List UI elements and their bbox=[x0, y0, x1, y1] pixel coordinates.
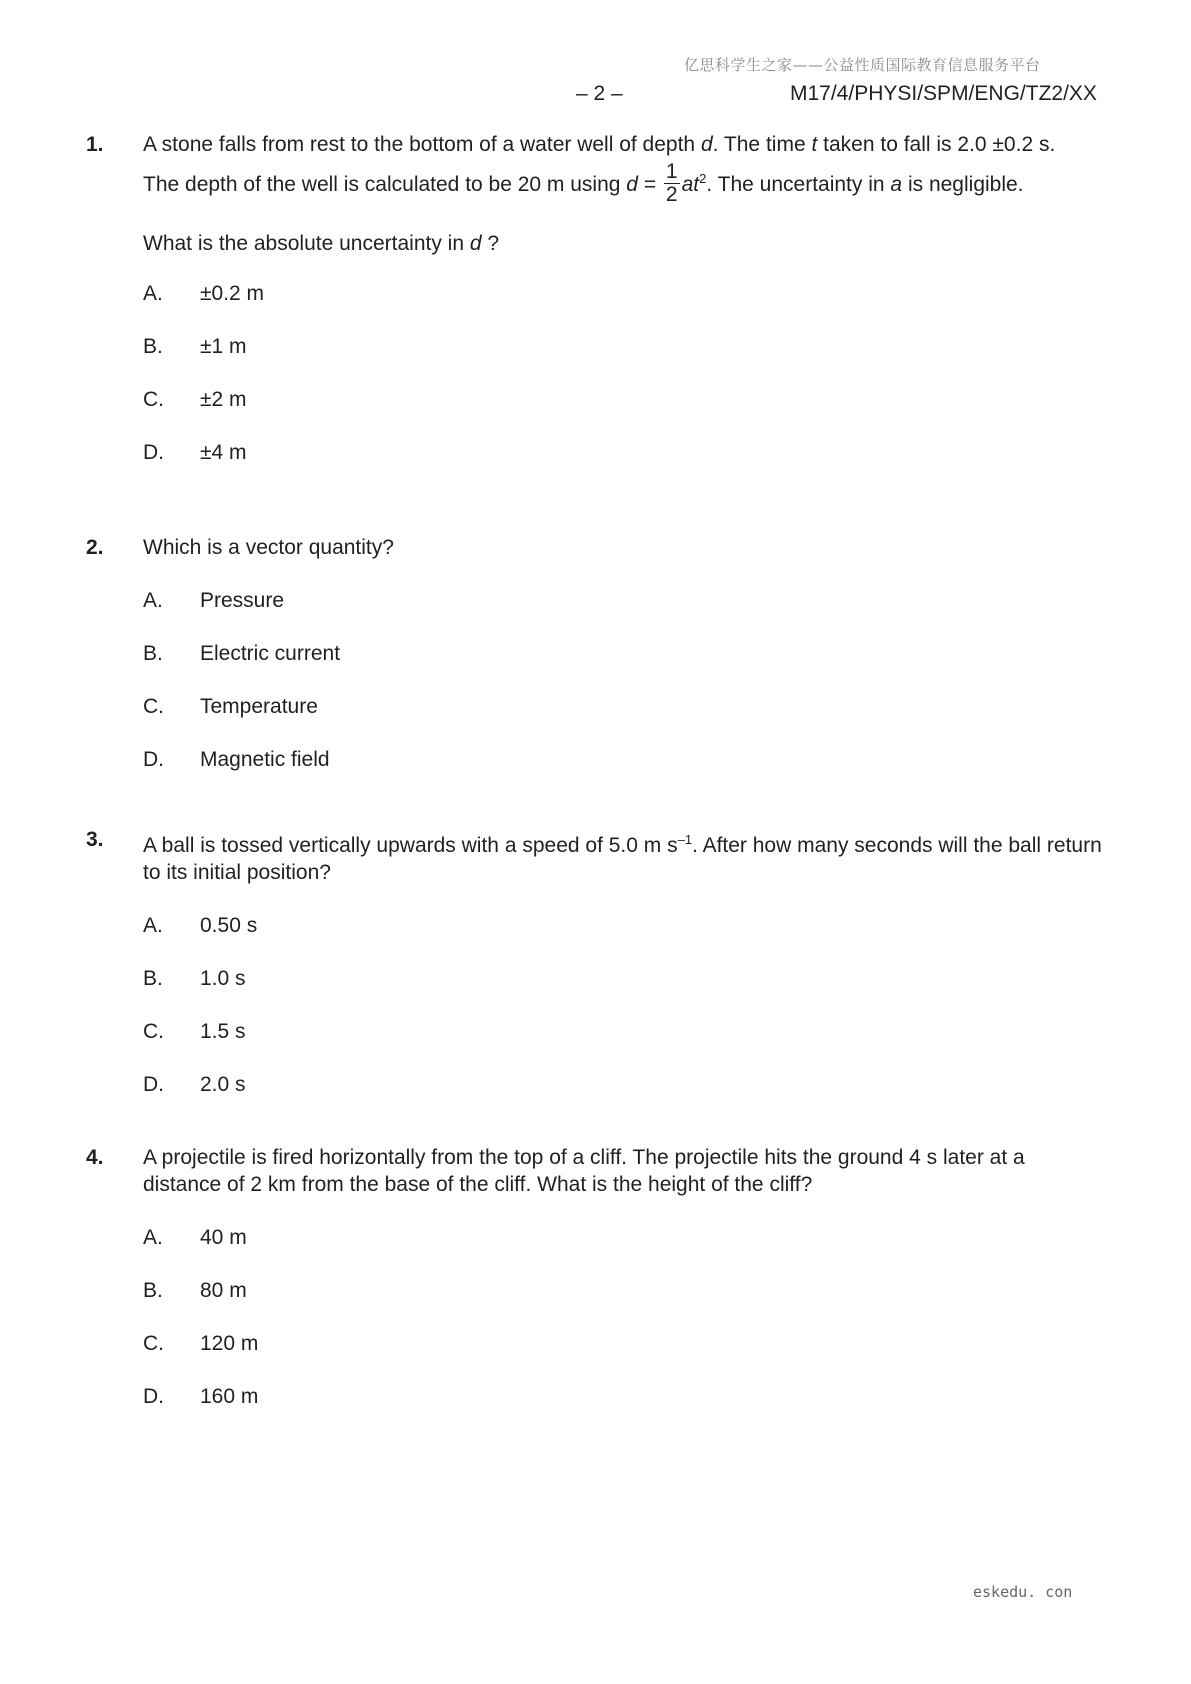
question-stem: A projectile is fired horizontally from the top of a cliff. The projectile hits the ground 4 s later at a distance of 2 km from the base of the cliff. What is the height of the cliff? bbox=[143, 1146, 1025, 1196]
question-number: 3. bbox=[86, 828, 104, 851]
option-list bbox=[143, 587, 1108, 773]
option-list bbox=[143, 1224, 1108, 1410]
question-number: 4. bbox=[86, 1146, 104, 1169]
option-c[interactable]: C. ±2 m bbox=[143, 388, 247, 411]
question-stem: A ball is tossed vertically upwards with a speed of 5.0 m $s^{-1}$. After how many seconds will the ball return to its initial position? bbox=[143, 832, 1102, 884]
option-b[interactable]: B. 1.0 s bbox=[143, 967, 246, 990]
question-stem: A stone falls from rest to the bottom of a water well of depth d. The time t taken to fall is 2.0 ±0.2 s. bbox=[143, 133, 1056, 156]
question-stem: Which is a vector quantity? bbox=[143, 536, 394, 559]
footer-site-mark: eskedu. con bbox=[973, 1583, 1073, 1601]
option-a[interactable]: A. Pressure bbox=[143, 589, 285, 612]
paper-code: M17/4/PHYSI/SPM/ENG/TZ2/XX bbox=[790, 82, 1097, 105]
question-number: 1. bbox=[86, 133, 104, 156]
option-d[interactable]: D. 2.0 s bbox=[143, 1073, 246, 1096]
fraction: $\frac{1}{2}$ bbox=[665, 160, 678, 206]
option-c[interactable]: C. 120 m bbox=[143, 1332, 259, 1355]
option-a[interactable]: A. 40 m bbox=[143, 1226, 247, 1249]
option-a[interactable]: A. ±0.2 m bbox=[143, 282, 265, 305]
question-4 bbox=[86, 1144, 1116, 1436]
option-b[interactable]: B. ±1 m bbox=[143, 335, 247, 358]
option-d[interactable]: D. Magnetic field bbox=[143, 748, 330, 771]
option-d[interactable]: D. 160 m bbox=[143, 1385, 259, 1408]
option-b[interactable]: B. Electric current bbox=[143, 642, 341, 665]
option-list bbox=[143, 912, 1108, 1098]
question-1 bbox=[86, 131, 1116, 492]
question-2 bbox=[86, 534, 1116, 799]
question-stem-line-2: The depth of the well is calculated to be 20 m using d = $\frac{1}{2}$ $at^2$. The uncertainty in a is negligible. bbox=[143, 160, 1024, 206]
page-number: – 2 – bbox=[576, 82, 623, 105]
question-number: 2. bbox=[86, 536, 104, 559]
option-a[interactable]: A. 0.50 s bbox=[143, 914, 258, 937]
question-prompt: What is the absolute uncertainty in d ? bbox=[143, 232, 500, 255]
watermark: 亿思科学生之家——公益性质国际教育信息服务平台 bbox=[684, 56, 1041, 74]
option-list bbox=[143, 280, 1108, 466]
option-b[interactable]: B. 80 m bbox=[143, 1279, 247, 1302]
option-c[interactable]: C. Temperature bbox=[143, 695, 318, 718]
option-d[interactable]: D. ±4 m bbox=[143, 441, 247, 464]
question-3 bbox=[86, 826, 1116, 1124]
option-c[interactable]: C. 1.5 s bbox=[143, 1020, 246, 1043]
